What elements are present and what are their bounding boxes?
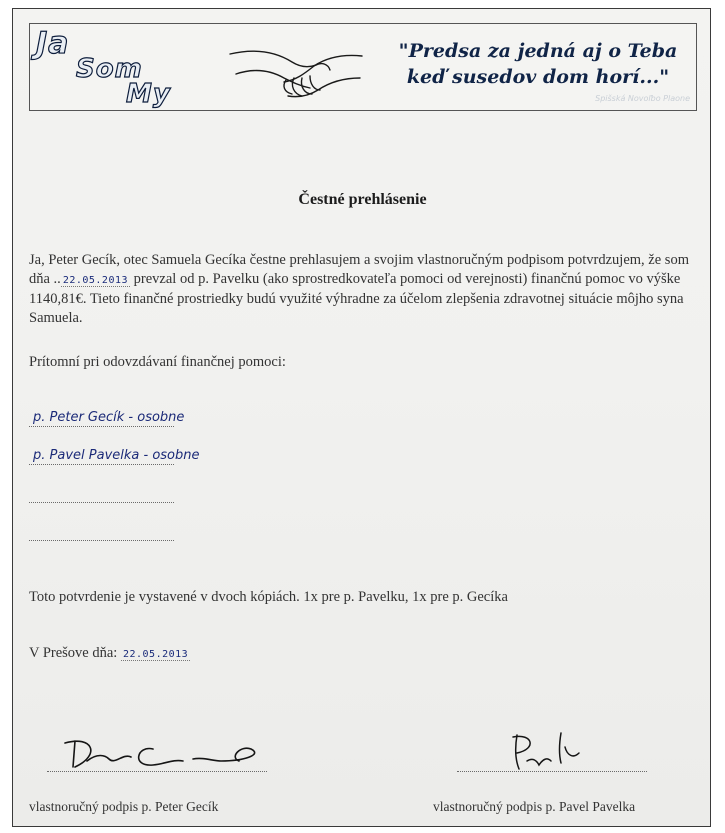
copies-note: Toto potvrdenie je vystavené v dvoch kópiách. 1x pre p. Pavelku, 1x pre p. Gecíka: [29, 589, 508, 605]
logo-word-my: My: [126, 79, 171, 109]
declaration-text-part1: Ja, Peter Gecík, otec Samuela Gecíka čestne prehlasujem a svojim vlastnoručným podpisom potvrdzujem, že som dňa ..: [29, 252, 689, 287]
slogan-caption: Spišská Novoľbo Plaone: [595, 94, 690, 103]
present-entry-2: p. Pavel Pavelka - osobne: [33, 448, 200, 463]
declaration-paragraph: [29, 251, 699, 328]
logo-word-ja: Ja: [36, 26, 70, 61]
present-line-3: [29, 483, 289, 503]
signature-label-right: vlastnoručný podpis p. Pavel Pavelka: [433, 799, 636, 814]
handwritten-date: 22.05.2013: [62, 275, 129, 286]
slogan: [382, 38, 694, 90]
handwritten-place-date: 22.05.2013: [122, 649, 189, 660]
dotted-line: [29, 540, 174, 541]
place-and-date: [29, 645, 190, 662]
logo-word-som: Som: [76, 54, 143, 84]
slogan-line-1: "Predsa za jedná aj o Teba: [398, 40, 678, 62]
letterhead: [29, 23, 697, 111]
signature-label-left: vlastnoručný podpis p. Peter Gecík: [29, 799, 219, 814]
present-line-2: [29, 445, 289, 465]
handshake-icon: [226, 34, 366, 106]
signature-line-right: [457, 771, 647, 772]
document-title: Čestné prehlásenie: [298, 191, 427, 208]
present-line-4: [29, 521, 289, 541]
dotted-line: [29, 426, 174, 427]
dotted-line: [29, 502, 174, 503]
slogan-line-2: keď susedov dom horí...": [406, 66, 670, 88]
document-sheet: [12, 8, 711, 827]
place-label: V Prešove dňa:: [29, 645, 121, 661]
dotted-line: [29, 464, 174, 465]
present-line-1: [29, 407, 289, 427]
signature-line-left: [47, 771, 267, 772]
present-label: Prítomní pri odovzdávaní finančnej pomoci:: [29, 354, 286, 370]
present-entry-1: p. Peter Gecík - osobne: [33, 410, 185, 425]
declaration-text-part2: prevzal od p. Pavelku (ako sprostredkovateľa pomoci od verejnosti) finančnú pomoc vo výške 1140,81€. Tieto finančné prostriedky budú využité výhradne za účelom zlepšenia zdravotnej situácie môjho syna Samuela.: [29, 271, 684, 326]
signature-pavelka: [503, 727, 593, 775]
